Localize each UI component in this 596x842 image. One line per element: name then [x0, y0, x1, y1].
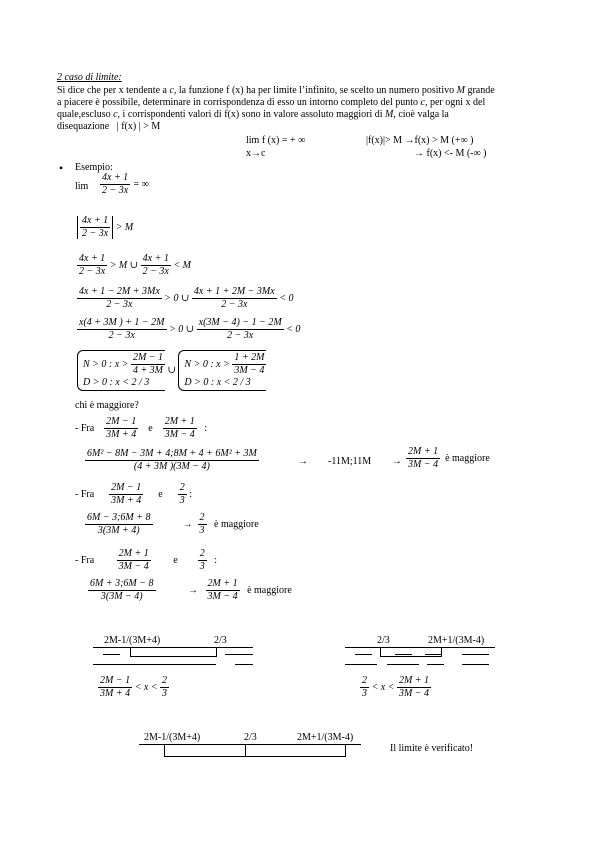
limit-row-1: lim f (x) = + ∞ — [246, 135, 306, 146]
right-diagram-seg-3 — [425, 654, 442, 655]
abs-condition: |f(x)|> M →f(x) > M (+∞ ) — [366, 135, 474, 146]
right-solution: $\frac{2}{3}$ < x < $\frac{2M + 1}{3M - 4}$ — [362, 675, 430, 699]
compare-1-calc: $\frac{\text{6M² − 8M − 3M + 4;8M + 4 + 6M² + 3M}}{(4 + 3M )(3M - 4)}$ — [87, 448, 257, 472]
section-title: 2 caso di limite: — [57, 72, 122, 83]
expanded-inequalities: $\frac{4x + 1 - 2M + 3Mx}{2 - 3x}$ > 0 ∪ $\frac{4x + 1 + 2M - 3Mx}{2 - 3x}$ < 0 — [79, 286, 294, 310]
bullet: • — [59, 161, 64, 175]
bottom-label-1: 2M-1/(3M+4) — [144, 732, 201, 743]
right-diagram-seg-1 — [355, 654, 372, 655]
right-diagram-bottom-4 — [462, 664, 489, 665]
left-diagram-seg-1 — [103, 654, 120, 655]
left-solution: $\frac{2M - 1}{3M + 4}$ < x < $\frac{2}{3}$ — [100, 675, 168, 699]
intro-line-4: disequazione | f(x) | > M — [57, 121, 161, 132]
compare-2: - Fra $\frac{2M - 1}{3M + 4}$ e $\frac{2}{3}$ : — [75, 482, 192, 506]
compare-3: - Fra $\frac{2M + 1}{3M - 4}$ e $\frac{2}{3}$ : — [75, 548, 217, 572]
system-1: N > 0 : x > $\frac{2M - 1}{4 + 3M}$ D > 0 : x < 2 / 3 ∪ N > 0 : x > $\frac{1 + 2M}{3M - 4}$ D > 0 : x < 2 / 3 — [77, 350, 266, 391]
conclusion: Il limite è verificato! — [390, 743, 474, 754]
right-diagram-seg-4 — [462, 654, 489, 655]
compare-1: - Fra $\frac{2M - 1}{3M + 4}$ e $\frac{2M + 1}{3M - 4}$ : — [75, 416, 208, 440]
right-diagram-bottom-1 — [345, 664, 377, 665]
intro-line-1: Si dice che per x tendente a c, la funzione f (x) ha per limite l’infinito, se scelto un numero positivo M grande — [57, 85, 495, 96]
left-diagram-box — [130, 647, 217, 657]
right-diagram-label-1: 2/3 — [377, 635, 390, 646]
bottom-label-3: 2M+1/(3M-4) — [297, 732, 354, 743]
bottom-tick-mid — [245, 744, 246, 757]
split-inequalities: $\frac{4x + 1}{2 - 3x}$ > M ∪ $\frac{4x + 1}{2 - 3x}$ < M — [79, 253, 191, 277]
right-diagram-seg-2 — [395, 654, 412, 655]
arrow-1: → — [298, 456, 308, 467]
example-function: $\frac{4x + 1}{2 - 3x}$ = ∞ — [102, 172, 150, 196]
example-lim-word: lim — [75, 181, 89, 192]
left-diagram-seg-3 — [235, 664, 253, 665]
left-diagram-bottom-line — [93, 664, 216, 665]
compare-1-result: $\frac{2M + 1}{3M - 4}$ è maggiore — [408, 446, 490, 470]
arrow-1b: → — [392, 456, 402, 467]
question: chi è maggiore? — [75, 400, 139, 411]
abs-fraction-ineq: $\frac{4x + 1}{2 - 3x}$ > M — [77, 216, 133, 239]
roots: -11M;11M — [328, 456, 372, 467]
abs-inequality: | f(x) | > M — [116, 121, 161, 132]
intro-line-3: quale,escluso c, i corrispondenti valori di f(x) sono in valore assoluto maggiori di M, cioè valga la — [57, 109, 449, 120]
left-diagram-label-2: 2/3 — [214, 635, 227, 646]
right-diagram-bottom-3 — [427, 664, 444, 665]
limit-row-2: x→c — [246, 148, 266, 159]
bottom-box — [164, 744, 346, 757]
right-diagram-box — [380, 647, 442, 657]
right-diagram-bottom-2 — [387, 664, 419, 665]
neg-condition: → f(x) <- M (-∞ ) — [414, 148, 487, 159]
intro-line-2: a piacere è possibile, determinare in corrispondenza di esso un intorno completo del punto c, per ogni x del — [57, 97, 486, 108]
bottom-label-2: 2/3 — [244, 732, 257, 743]
factored-inequalities: $\frac{x(4 + 3M ) + 1 - 2M}{2 - 3x}$ > 0 ∪ $\frac{x(3M - 4) - 1 - 2M}{2 - 3x}$ < 0 — [79, 317, 301, 341]
left-diagram-seg-2 — [225, 654, 253, 655]
example-label: Esempio: — [75, 162, 113, 173]
compare-2-calc: $\frac{6M - 3;6M + 8}{3(3M + 4)}$ → $\frac{2}{3}$ è maggiore — [87, 512, 259, 536]
left-diagram-label-1: 2M-1/(3M+4) — [104, 635, 161, 646]
right-diagram-label-2: 2M+1/(3M-4) — [428, 635, 485, 646]
compare-3-calc: $\frac{6M + 3;6M - 8}{3(3M - 4)}$ → $\frac{2M + 1}{3M - 4}$ è maggiore — [90, 578, 292, 602]
